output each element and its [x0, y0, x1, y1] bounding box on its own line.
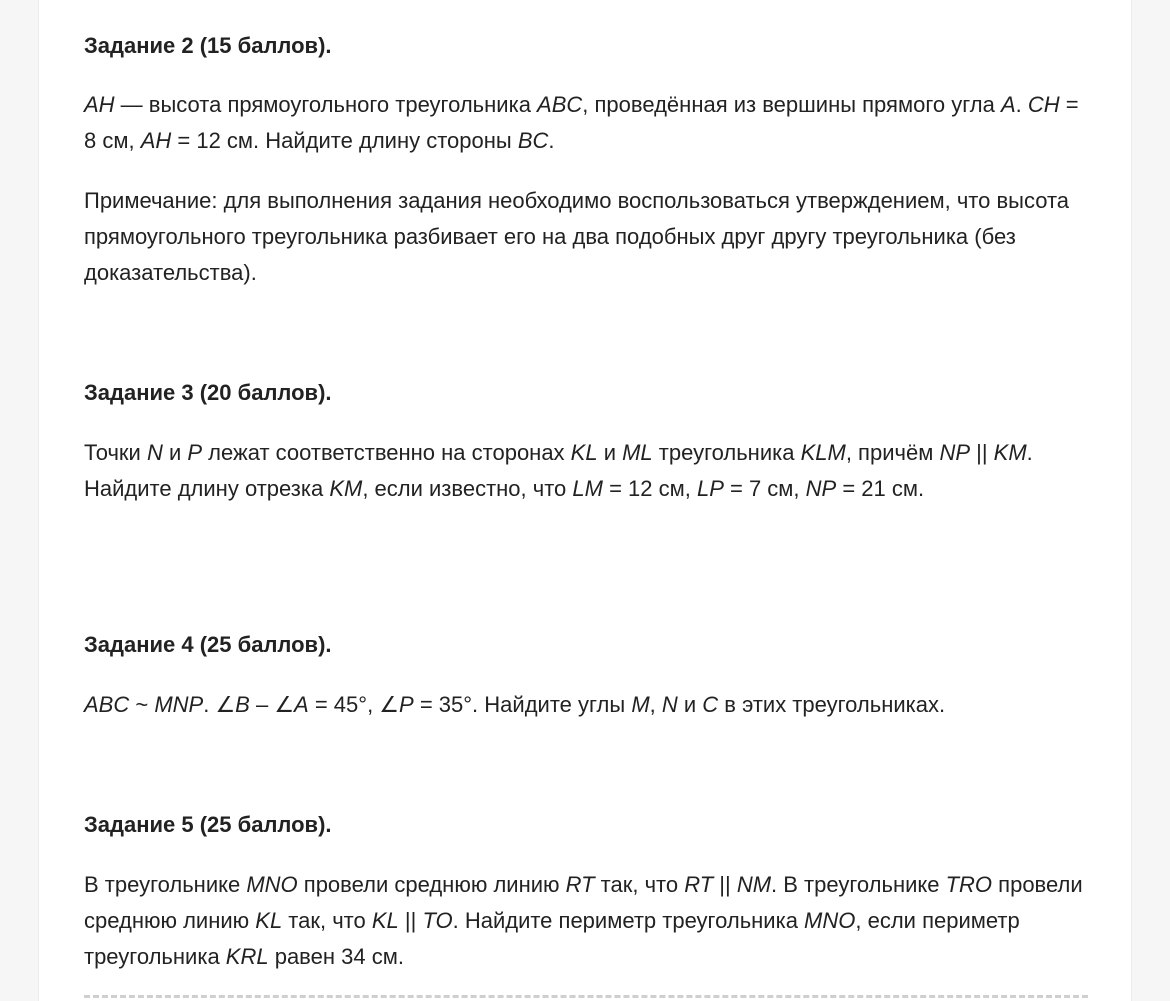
- math-variable: BC: [517, 128, 549, 153]
- text-run: = 12 см,: [602, 476, 697, 501]
- math-variable: ABC: [537, 92, 583, 117]
- math-variable: NP: [805, 476, 837, 501]
- text-run: , если известно, что: [362, 476, 573, 501]
- text-run: — высота прямоугольного треугольника: [114, 92, 538, 117]
- math-variable: RT: [565, 872, 595, 897]
- math-variable: N: [146, 440, 163, 465]
- math-variable: KM: [993, 440, 1027, 465]
- math-variable: NP: [939, 440, 970, 465]
- text-run: = 21 см.: [836, 476, 925, 501]
- math-variable: KRL: [225, 944, 269, 969]
- text-run: = 7 см,: [723, 476, 806, 501]
- math-variable: MNO: [246, 872, 298, 897]
- math-variable: RT: [684, 872, 714, 897]
- text-run: так, что: [282, 908, 372, 933]
- math-variable: C: [702, 692, 719, 717]
- text-run: = 45°, ∠: [308, 692, 400, 717]
- text-run: ,: [649, 692, 662, 717]
- task-5-title: Задание 5 (25 баллов).: [84, 812, 332, 837]
- text-run: и: [162, 440, 188, 465]
- math-variable: AH: [140, 128, 172, 153]
- math-variable: NM: [736, 872, 772, 897]
- text-run: . Найдите длину отрезка: [84, 440, 1033, 501]
- math-variable: AH: [84, 92, 115, 117]
- math-variable: N: [661, 692, 678, 717]
- text-run: В треугольнике: [84, 872, 247, 897]
- task-2-statement: [84, 87, 1084, 159]
- task-2-title: Задание 2 (15 баллов).: [84, 33, 332, 58]
- math-variable: ABC: [84, 692, 130, 717]
- text-run: и: [597, 440, 623, 465]
- text-run: ~: [129, 692, 155, 717]
- text-run: – ∠: [249, 692, 295, 717]
- text-run: треугольника: [652, 440, 801, 465]
- text-run: провели среднюю линию: [297, 872, 566, 897]
- math-variable: KLM: [800, 440, 846, 465]
- text-run: провели среднюю линию: [84, 872, 1083, 933]
- math-variable: M: [631, 692, 650, 717]
- task-2-note: [84, 183, 1084, 291]
- math-variable: CH: [1027, 92, 1060, 117]
- task-5-statement: [84, 867, 1084, 975]
- text-run: в этих треугольниках.: [718, 692, 946, 717]
- task-4-statement: [84, 687, 1084, 723]
- math-variable: KM: [329, 476, 363, 501]
- text-run: . В треугольнике: [771, 872, 946, 897]
- math-variable: KL: [570, 440, 598, 465]
- math-variable: TO: [422, 908, 453, 933]
- text-run: = 12 см. Найдите длину стороны: [171, 128, 518, 153]
- math-variable: MNP: [154, 692, 204, 717]
- task-3-statement: [84, 435, 1084, 507]
- math-variable: P: [399, 692, 414, 717]
- text-run: . Найдите периметр треугольника: [452, 908, 805, 933]
- text-run: так, что: [594, 872, 685, 897]
- text-run: , проведённая из вершины прямого угла: [582, 92, 1001, 117]
- text-run: , причём: [845, 440, 940, 465]
- text-run: .: [548, 128, 555, 153]
- text-run: ||: [398, 908, 423, 933]
- math-variable: KL: [371, 908, 399, 933]
- dashed-separator: [84, 995, 1088, 998]
- text-run: лежат соответственно на сторонах: [202, 440, 571, 465]
- math-variable: P: [187, 440, 203, 465]
- task-3-title: Задание 3 (20 баллов).: [84, 380, 332, 405]
- math-variable: LP: [696, 476, 724, 501]
- math-variable: B: [235, 692, 250, 717]
- text-run: = 8 см,: [84, 92, 1079, 153]
- math-variable: ML: [622, 440, 653, 465]
- text-run: Примечание: для выполнения задания необходимо воспользоваться утверждением, что высота прямоугольного треугольника разбивает его на два подобных друг другу треугольника (без доказательства).: [84, 188, 1070, 285]
- text-run: . ∠: [203, 692, 236, 717]
- task-4-title: Задание 4 (25 баллов).: [84, 632, 332, 657]
- math-variable: A: [294, 692, 309, 717]
- text-run: ||: [970, 440, 994, 465]
- document-page: [38, 0, 1132, 1001]
- math-variable: MNO: [804, 908, 856, 933]
- math-variable: KL: [255, 908, 283, 933]
- text-run: Точки: [84, 440, 147, 465]
- math-variable: LM: [572, 476, 603, 501]
- text-run: .: [1015, 92, 1028, 117]
- text-run: равен 34 см.: [268, 944, 404, 969]
- text-run: и: [677, 692, 703, 717]
- text-run: ||: [713, 872, 737, 897]
- text-run: , если периметр треугольника: [84, 908, 1020, 969]
- text-run: = 35°. Найдите углы: [413, 692, 632, 717]
- math-variable: A: [1000, 92, 1016, 117]
- math-variable: TRO: [945, 872, 993, 897]
